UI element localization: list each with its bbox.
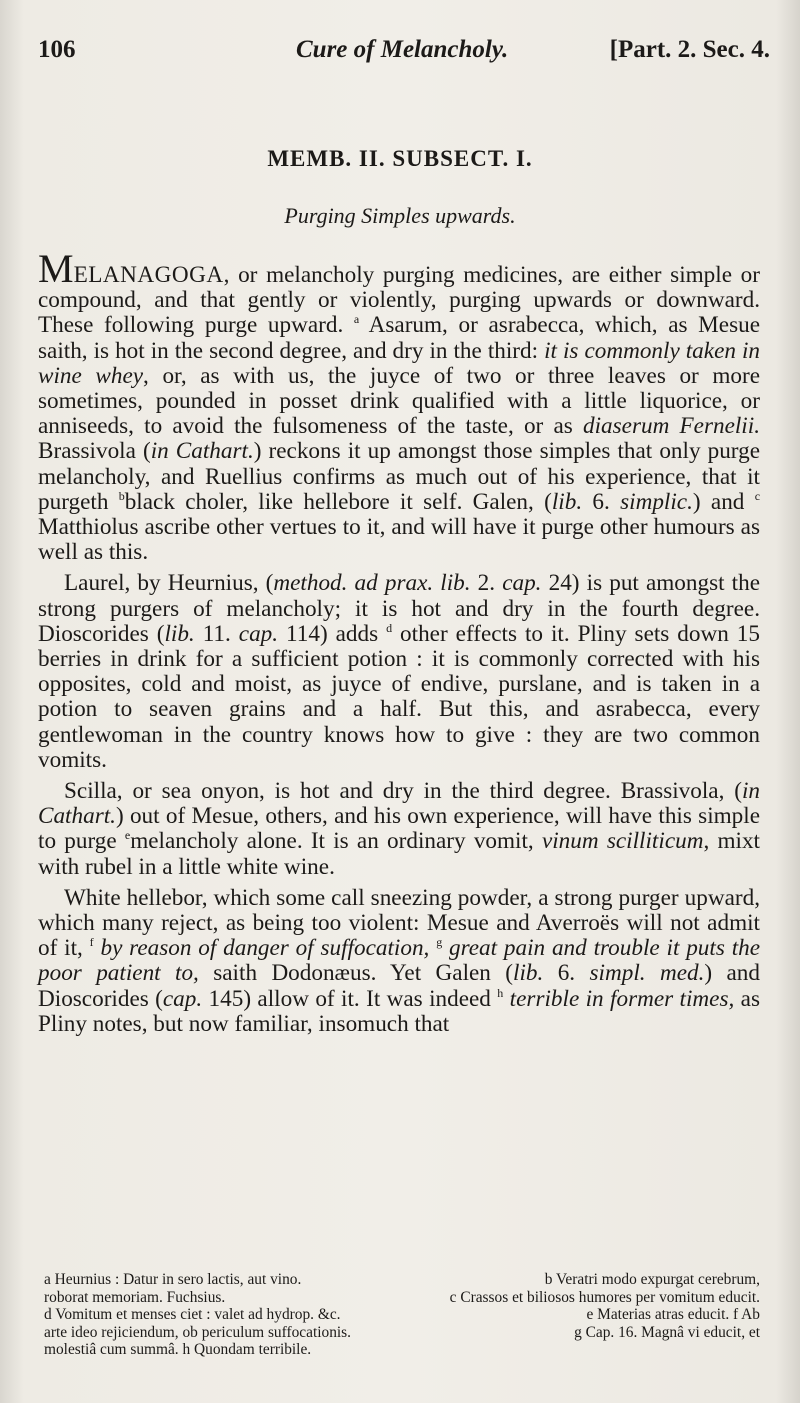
text-run: as Pliny notes, but now familiar, insomuch that (38, 985, 760, 1037)
text-run: 6. (543, 960, 590, 987)
footnote-ref: c (754, 488, 761, 503)
text-run: other effects to it. Pliny sets down 15 berries in drink for a sufficient potion : it is commonly corrected with his opposites, cold and moist, as juyce of endive, purslane, and is taken in a potion to seaven grains and a half. But this, and asrabecca, every gentlewoman in the country knows how to give : they are two common vomits. (38, 620, 760, 773)
page-number: 106 (38, 36, 76, 63)
paragraph-laurel (38, 571, 760, 773)
text-run: ) and (692, 488, 755, 515)
footnote-ref: b (118, 488, 125, 503)
running-header (38, 36, 770, 70)
italic-run: lib. (164, 620, 195, 647)
text-run: , or melancholy purging medicines, are either simple or compound, and that gently or violently, purging upwards or downward. These following purge upward. (38, 262, 760, 339)
body-text (38, 246, 761, 1043)
italic-run: cap. (502, 570, 542, 597)
text-run: Laurel, by Heurnius, ( (64, 570, 274, 597)
text-run: saith Dodonæus. Yet Galen ( (198, 960, 514, 987)
italic-run: simpl. med. (589, 960, 705, 987)
italic-run: great pain and trouble it puts the poor patient to, (38, 935, 761, 987)
text-run: Scilla, or sea onyon, is hot and dry in the third degree. Brassivola, ( (64, 778, 742, 805)
italic-run: in Cathart. (150, 438, 254, 465)
text-run: 2. (470, 570, 503, 597)
text-run: black choler, like hellebore it self. Galen, ( (124, 488, 552, 515)
footnote-row (44, 1324, 760, 1342)
italic-run: cap. (238, 620, 279, 647)
part-section-label: [Part. 2. Sec. 4. (609, 36, 770, 63)
italic-run: by reason of danger of suffocation, (93, 935, 430, 962)
footnote-row (44, 1271, 760, 1289)
text-run: melancholy alone. It is an ordinary vomit, (130, 828, 542, 855)
footnote: c Crassos et biliosos humores per vomitum educit. (449, 1288, 760, 1306)
footnote: d Vomitum et menses ciet : valet ad hydrop. &c. (44, 1306, 341, 1324)
footnotes (44, 1271, 760, 1359)
footnote: b Veratri modo expurgat cerebrum, (544, 1271, 760, 1288)
paragraph-hellebor (38, 886, 760, 1037)
footnote-ref: f (89, 935, 94, 950)
footnote: roborat memoriam. Fuchsius. (44, 1288, 226, 1306)
italic-run: in Cathart. (38, 778, 760, 830)
text-run: ) and Dioscorides ( (38, 960, 760, 1012)
footnote-row (44, 1306, 760, 1324)
italic-run: lib. (513, 960, 544, 987)
text-run: Brassivola ( (38, 438, 151, 465)
footnote-ref: g (436, 935, 443, 950)
footnote-ref: e (124, 828, 131, 843)
italic-run: lib. (551, 488, 583, 515)
footnote: arte ideo rejiciendum, ob periculum suffocationis. (44, 1323, 352, 1341)
text-run: , or, as with us, the juyce of two or three leaves or more sometimes, pounded in posset drink qualified with a little liquorice, or anniseeds, to avoid the fulsomeness of the taste, or as (38, 362, 761, 440)
italic-run: terrible in former times, (503, 985, 735, 1012)
footnote: a Heurnius : Datur in sero lactis, aut vino. (44, 1271, 302, 1288)
section-subtitle: Purging Simples upwards. (284, 203, 516, 228)
footnote-ref: h (497, 985, 504, 1000)
text-run: 145) allow of it. It was indeed (202, 985, 498, 1012)
italic-run: simplic. (620, 488, 693, 515)
text-run: ) reckons it up amongst those simples that only purge melancholy, and Ruellius confirms as much out of his experience, that it purgeth (38, 438, 760, 515)
footnote: e Materias atras educit. f Ab (586, 1306, 760, 1324)
text-run: 114) adds (278, 620, 387, 647)
text-run: 6. (582, 488, 621, 515)
paragraph-scilla (38, 779, 760, 880)
text-run: 24) is put amongst the strong purgers of melancholy; it is hot and dry in the fourth degree. Dioscorides ( (38, 570, 760, 647)
lead-word: ELANAGOGA (73, 262, 224, 288)
drop-cap: M (38, 246, 74, 291)
text-run: White hellebor, which some call sneezing powder, a strong purger upward, which many reject, as being too violent: Mesue and Averroës will not admit of it, (38, 884, 760, 962)
italic-run: vinum scilliticum (541, 828, 704, 855)
footnote: g Cap. 16. Magnâ vi educit, et (574, 1323, 760, 1341)
section-heading: MEMB. II. SUBSECT. I. (267, 146, 533, 171)
running-title: Cure of Melancholy. (296, 36, 509, 63)
text-run: 11. (194, 620, 239, 647)
footnote: molestiâ cum summâ. h Quondam terribile. (44, 1341, 312, 1359)
italic-run: cap. (162, 985, 203, 1012)
text-run: Matthiolus ascribe other vertues to it, and will have it purge other humours as well as this. (38, 514, 760, 566)
text-run: , mixt with rubel in a little white wine. (38, 828, 760, 880)
footnote-row (44, 1289, 760, 1307)
italic-run: it is commonly taken in wine whey (38, 337, 760, 389)
footnote-ref: d (386, 620, 393, 635)
italic-run: method. ad prax. lib. (273, 570, 471, 597)
paragraph-asarum (38, 246, 761, 566)
italic-run: diaserum Fernelii. (583, 413, 760, 440)
text-run: Asarum, or asrabecca, which, as Mesue saith, is hot in the second degree, and dry in the third: (38, 312, 760, 364)
footnote-row (44, 1341, 760, 1359)
text-run: ) out of Mesue, others, and his own experience, will have this simple to purge (38, 803, 760, 855)
footnote-ref: a (353, 312, 360, 327)
